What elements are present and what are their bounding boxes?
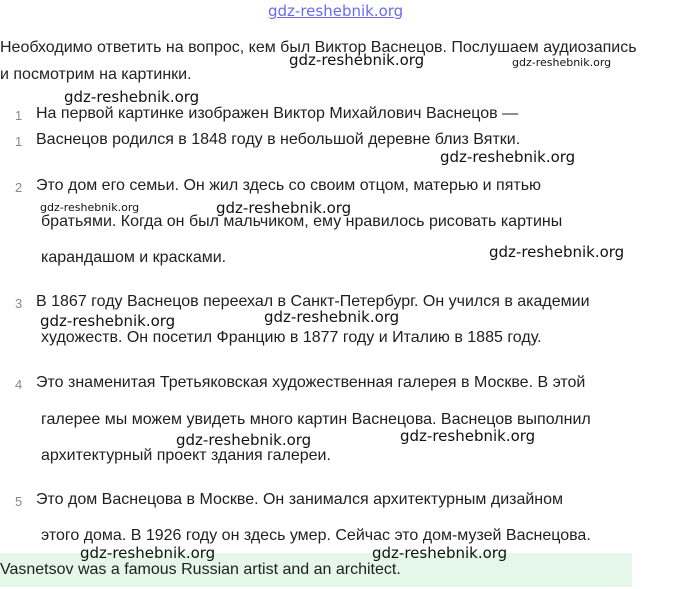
watermark: gdz-reshebnik.org xyxy=(176,431,312,449)
watermark: gdz-reshebnik.org xyxy=(512,56,612,69)
transcript-line: В 1867 году Васнецов переехал в Санкт-Петербург. Он учился в академии xyxy=(36,293,590,310)
watermark: gdz-reshebnik.org xyxy=(264,308,400,326)
transcript-line: братьями. Когда он был мальчиком, ему нравилось рисовать картины xyxy=(41,213,563,230)
line-number: 1 xyxy=(15,108,23,123)
watermark: gdz-reshebnik.org xyxy=(216,199,352,217)
watermark: gdz-reshebnik.org xyxy=(64,88,200,106)
watermark: gdz-reshebnik.org xyxy=(400,427,536,445)
line-number: 4 xyxy=(15,377,23,392)
watermark: gdz-reshebnik.org xyxy=(40,201,140,214)
transcript-line: этого дома. В 1926 году он здесь умер. Сейчас это дом-музей Васнецова. xyxy=(41,527,591,544)
watermark: gdz-reshebnik.org xyxy=(40,312,176,330)
watermark: gdz-reshebnik.org xyxy=(289,51,425,69)
transcript-line: Это дом его семьи. Он жил здесь со своим отцом, матерью и пятью xyxy=(36,177,542,194)
transcript-line: Это знаменитая Третьяковская художественная галерея в Москве. В этой xyxy=(36,374,586,391)
transcript-line: художеств. Он посетил Францию в 1877 году и Италию в 1885 году. xyxy=(41,329,542,346)
watermark: gdz-reshebnik.org xyxy=(440,148,576,166)
transcript-line: Васнецов родился в 1848 году в небольшой деревне близ Вятки. xyxy=(36,131,521,148)
line-number: 5 xyxy=(15,494,23,509)
transcript-line: На первой картинке изображен Виктор Михайлович Васнецов — xyxy=(36,105,519,122)
line-number: 1 xyxy=(15,134,23,149)
transcript-line: архитектурный проект здания галереи. xyxy=(41,447,331,464)
intro-text: Необходимо ответить на вопрос, кем был Виктор Васнецов. Послушаем аудиозапись и посмотрим на картинки. xyxy=(0,39,637,83)
answer-text: Vasnetsov was a famous Russian artist and an architect. xyxy=(0,561,401,578)
line-number: 2 xyxy=(15,180,23,195)
transcript-line: галерее мы можем увидеть много картин Васнецова. Васнецов выполнил xyxy=(41,411,591,428)
watermark: gdz-reshebnik.org xyxy=(372,544,508,562)
line-number: 3 xyxy=(15,296,23,311)
transcript-line: карандашом и красками. xyxy=(41,249,227,266)
transcript-line: Это дом Васнецова в Москве. Он занимался архитектурным дизайном xyxy=(36,491,564,508)
site-header-link[interactable]: gdz-reshebnik.org xyxy=(268,2,404,20)
watermark: gdz-reshebnik.org xyxy=(80,544,216,562)
watermark: gdz-reshebnik.org xyxy=(489,243,625,261)
